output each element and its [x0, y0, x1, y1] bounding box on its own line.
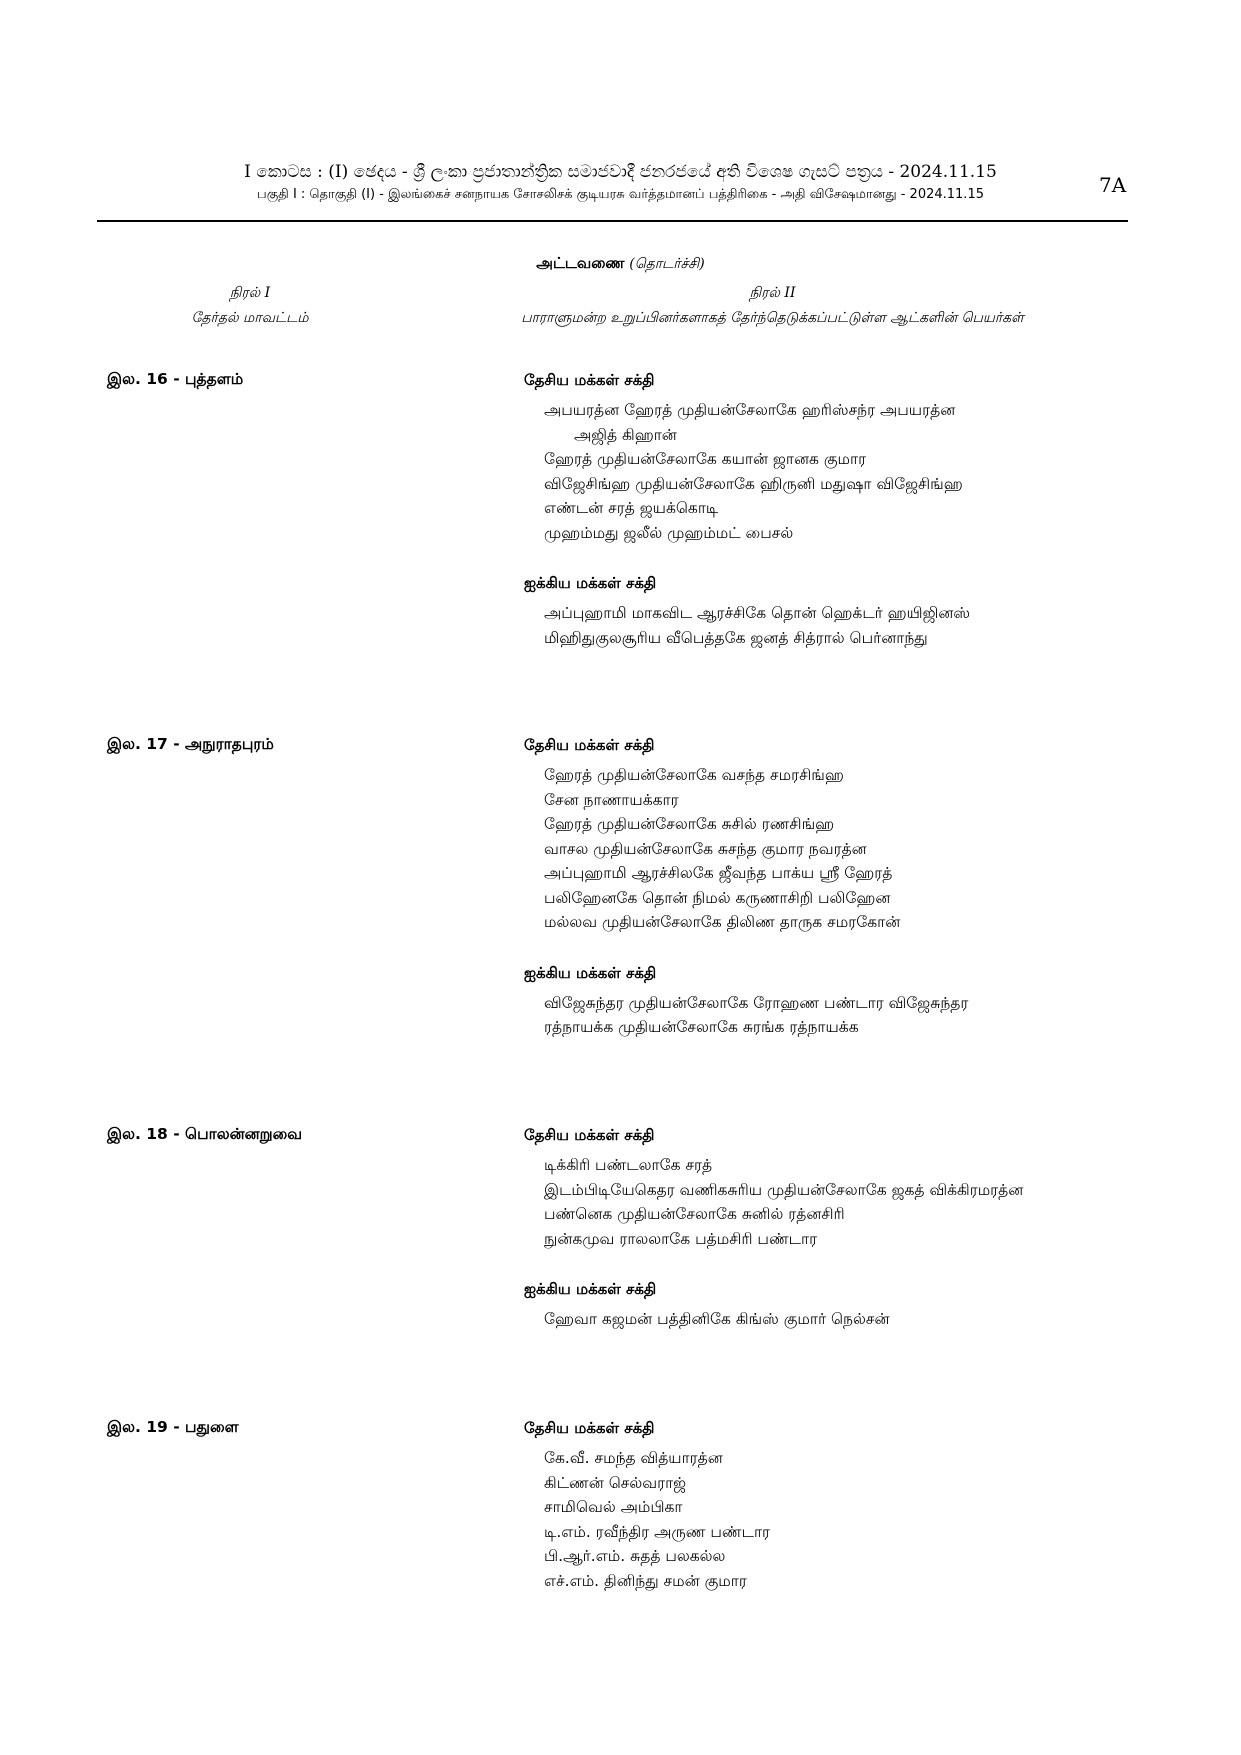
member-name: பி.ஆர்.எம். சுதத் பலகல்ல: [544, 1547, 726, 1565]
party-group: [524, 1416, 1164, 1593]
member-name: சாமிவெல் அம்பிகா: [544, 1498, 683, 1516]
district-members: [524, 733, 1164, 1066]
member-name: நுன்கமுவ ராலலாகே பத்மசிரி பண்டார: [544, 1229, 818, 1248]
column-2-title: பாராளுமன்ற உறுப்பினர்களாகத் தேர்ந்தெடுக்கப்பட்டுள்ள ஆட்களின் பெயர்கள்: [521, 310, 1024, 326]
party-name: ஐக்கிய மக்கள் சக்தி: [524, 963, 657, 982]
district-members: [524, 1416, 1164, 1619]
party-group: [524, 733, 1164, 935]
member-name: அப்புஹாமி ஆரச்சிலகே ஜீவந்த பாக்ய ஸ்ரீ ஹேரத்: [544, 864, 893, 882]
member-name: பலிஹேனகே தொன் நிமல் கருணாசிறி பலிஹேன: [544, 888, 891, 907]
member-name: அப்புஹாமி மாகவிட ஆரச்சிகே தொன் ஹெக்டர் ஹயிஜினஸ்: [544, 604, 971, 622]
party-name: தேசிய மக்கள் சக்தி: [524, 736, 655, 754]
party-group: [524, 571, 1164, 650]
member-name: அபயரத்ன ஹேரத் முதியன்சேலாகே ஹரிஸ்சந்ர அபயரத்ன: [544, 401, 956, 419]
member-name: முஹம்மது ஜலீல் முஹம்மட் பைசல்: [544, 523, 794, 542]
gazette-header-tamil: பகுதி I : தொகுதி (I) - இலங்கைச் சனநாயக சோசலிசக் குடியரசு வர்த்தமானப் பத்திரிகை - அதி விசேஷமானது - 2024.11.15: [257, 187, 984, 202]
district-members: [524, 1123, 1164, 1358]
member-name: எச்.எம். தினிந்து சமன் குமார: [544, 1571, 747, 1590]
party-name: தேசிய மக்கள் சக்தி: [524, 1126, 655, 1144]
column-1-label: நிரல் I: [229, 285, 271, 301]
member-name: டிக்கிரி பண்டலாகே சரத்: [544, 1156, 713, 1174]
member-name: பண்னெக முதியன்சேலாகே சுனில் ரத்னசிரி: [544, 1205, 845, 1223]
member-name: விஜேசிங்ஹ முதியன்சேலாகே ஹிருனி மதுஷா விஜேசிங்ஹ: [544, 474, 963, 493]
schedule-title: [0, 254, 1241, 274]
column-1-title: தேர்தல் மாவட்டம்: [191, 310, 309, 326]
district-name: இல. 19 - பதுளை: [107, 1418, 239, 1436]
member-name: ரத்நாயக்க முதியன்சேலாகே சுரங்க ரத்நாயக்க: [544, 1018, 859, 1036]
member-name: சேன நாணாயக்கார: [544, 790, 679, 809]
party-name: ஐக்கிய மக்கள் சக்தி: [524, 1280, 657, 1298]
schedule-title-text: அட்டவணை: [536, 254, 625, 272]
district-name: இல. 18 - பொலன்னறுவை: [107, 1125, 303, 1143]
member-name: மல்லவ முதியன்சேலாகே திலிண தாருக சமரகோன்: [544, 913, 901, 931]
party-name: தேசிய மக்கள் சக்தி: [524, 371, 655, 389]
party-group: [524, 1277, 1164, 1332]
member-name: விஜேசுந்தர முதியன்சேலாகே ரோஹண பண்டார விஜேசுந்தர: [544, 993, 969, 1012]
party-name: ஐக்கிய மக்கள் சக்தி: [524, 574, 657, 592]
member-name: ஹேவா கஜமன் பத்தினிகே கிங்ஸ் குமார் நெல்சன்: [544, 1310, 890, 1328]
district-name: இல. 16 - புத்தளம்: [107, 370, 244, 388]
member-name: ஹேரத் முதியன்சேலாகே வசந்த சமரசிங்ஹ: [544, 766, 844, 784]
member-name: இடம்பிடியேகெதர வணிகசுரிய முதியன்சேலாகே ஜகத் விக்கிரமரத்ன: [544, 1180, 1024, 1199]
member-name: கே.வீ. சமந்த வித்யாரத்ன: [544, 1449, 723, 1467]
district-members: [524, 368, 1164, 676]
party-group: [524, 961, 1164, 1040]
party-group: [524, 1123, 1164, 1251]
column-2-heading: [445, 281, 1100, 331]
member-name: ஹேரத் முதியன்சேலாகே சுசில் ரணசிங்ஹ: [544, 815, 835, 833]
member-name: ஹேரத் முதியன்சேலாகே கயான் ஜானக குமார: [544, 450, 867, 468]
schedule-title-suffix: (தொடர்ச்சி): [629, 256, 705, 272]
member-name: எண்டன் சரத் ஜயக்கொடி: [544, 499, 719, 517]
party-group: [524, 368, 1164, 545]
party-name: தேசிய மக்கள் சக்தி: [524, 1419, 655, 1437]
page-number: 7A: [1099, 173, 1127, 197]
member-name: மிஹிதுகுலசூரிய வீபெத்தகே ஜனத் சித்ரால் பெர்னாந்து: [544, 628, 928, 647]
member-name: டி.எம். ரவீந்திர அருண பண்டார: [544, 1522, 771, 1541]
column-2-label: நிரல் II: [749, 285, 796, 301]
member-name: அஜித் கிஹான்: [574, 425, 677, 444]
gazette-header-sinhala: I කොටස : (I) ඡෙදය - ශ්‍රී ලංකා ප්‍රජාතාන්ත්‍රික සමාජවාදී ජනරජයේ අති විශෙෂ ගැසට් පත්‍රය - 2024.11.15: [244, 162, 997, 182]
district-name: இல. 17 - அநுராதபுரம்: [107, 735, 274, 753]
header-rule: [97, 220, 1128, 222]
member-name: வாசல முதியன்சேலாகே சுசந்த குமார நவரத்ன: [544, 839, 867, 858]
member-name: கிட்ணன் செல்வராஜ்: [544, 1473, 687, 1492]
column-1-heading: [150, 281, 350, 331]
